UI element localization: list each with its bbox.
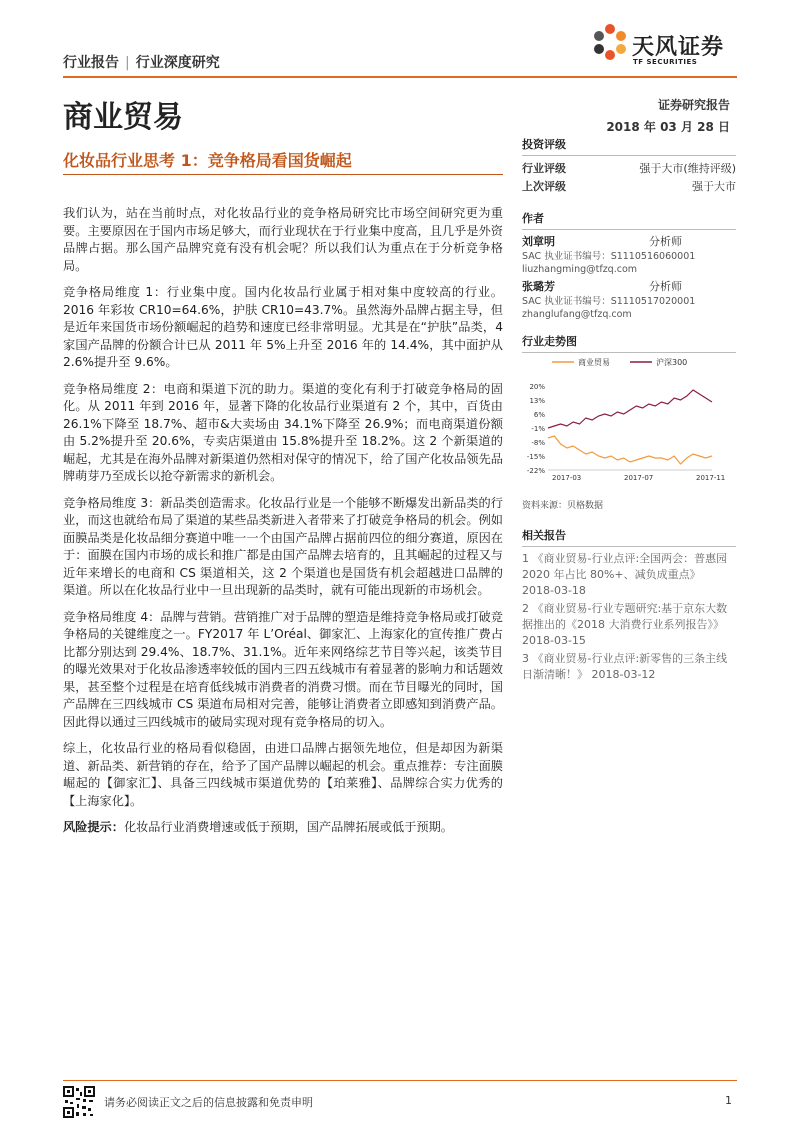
report-category bbox=[63, 52, 220, 72]
report-type: 证券研究报告 bbox=[657, 98, 730, 112]
y-tick-label: -15% bbox=[526, 453, 545, 461]
trend-heading: 行业走势图 bbox=[522, 333, 736, 353]
title-rule bbox=[63, 174, 503, 175]
author-email[interactable]: zhanglufang@tfzq.com bbox=[522, 309, 632, 320]
author-role: 分析师 bbox=[649, 280, 682, 293]
report-title: 化妆品行业思考 1：竞争格局看国货崛起 bbox=[63, 151, 352, 170]
risk-warning bbox=[63, 819, 503, 837]
x-tick-label: 2017-03 bbox=[552, 474, 582, 482]
body-paragraph: 竞争格局维度 4：品牌与营销。营销推广对于品牌的塑造是维持竞争格局或打破竞争格局的关键维度之一。FY2017 年 L’Oréal、御家汇、上海家化的宣传推广费占比都分别达到 29.4%、18.7%、31.1%。近年来网络综艺节目等兴起，该类节目的曝光效果对于化妆品渗透率较低的国内三四五线城市有着显著的影响力和话题效果，甚至整个过程是在培育低线城市消费者的消费习惯。而在节目曝光的同时，国产品牌在三四线城市 CS 渠道布局相对完善，能够让消费者立即感知到消费产品。因此得以通过三四线城市的破局实现对现有竞争格局的切入。 bbox=[63, 609, 503, 729]
related-report-link[interactable]: 2 《商业贸易-行业专题研究:基于京东大数据推出的《2018 大消费行业系列报告》》 2018-03-15 bbox=[522, 602, 728, 647]
author-name: 刘章明 bbox=[522, 235, 555, 248]
footer-rule bbox=[63, 1080, 737, 1081]
legend-label: 商业贸易 bbox=[578, 358, 610, 367]
rating-row bbox=[522, 178, 736, 196]
report-date: 2018 年 03 月 28 日 bbox=[606, 120, 730, 134]
body-paragraph: 我们认为，站在当前时点，对化妆品行业的竞争格局研究比市场空间研究更为重要。主要原因在于国内市场足够大，而行业现状在于行业集中度高，且几乎是外资品牌占据。那么国产品牌究竟有没有机会呢？所以我们认为重点在于分析竞争格局。 bbox=[63, 206, 503, 273]
x-tick-label: 2017-11 bbox=[696, 474, 726, 482]
rating-key: 上次评级 bbox=[522, 180, 566, 193]
body-paragraph: 综上，化妆品行业的格局看似稳固，由进口品牌占据领先地位，但是却因为新渠道、新品类、新营销的存在，给予了国产品牌以崛起的机会。重点推荐：专注面膜崛起的【御家汇】、具备三四线城市渠道优势的【珀莱雅】、品牌综合实力优秀的【上海家化】。 bbox=[63, 741, 503, 808]
page-number: 1 bbox=[725, 1094, 732, 1107]
body-paragraph: 竞争格局维度 2：电商和渠道下沉的助力。渠道的变化有利于打破竞争格局的固化。从 2011 年到 2016 年，显著下降的化妆品行业渠道有 2 个，其中，百货由 26.1%下降至 18.7%、超市&大卖场由 34.1%下降至 26.9%；而电商渠道份额由 5.2%提升至 20.6%，专卖店渠道由 15.8%提升至 18.2%。这 2 个新渠道的崛起，尤其是在海外品牌对新渠道仍然相对保守的情况下，给了国产化妆品领先品牌萌芽乃至成长以抢夺新需求的新机会。 bbox=[63, 381, 503, 483]
header-separator: | bbox=[125, 55, 130, 71]
author-name: 张璐芳 bbox=[522, 280, 555, 293]
author-block bbox=[522, 234, 736, 276]
logo-name-cn: 天风证券 bbox=[632, 35, 725, 60]
sidebar bbox=[522, 136, 736, 357]
author-license: SAC 执业证书编号：S1110516060001 bbox=[522, 251, 696, 262]
subcategory-label: 行业深度研究 bbox=[135, 55, 220, 71]
related-reports bbox=[522, 527, 736, 685]
report-body bbox=[63, 205, 503, 846]
chart-source: 资料来源：贝格数据 bbox=[522, 501, 604, 511]
qr-code-icon bbox=[63, 1086, 95, 1118]
author-license: SAC 执业证书编号：S1110517020001 bbox=[522, 296, 696, 307]
industry-trend-chart bbox=[522, 348, 736, 488]
series-line bbox=[548, 436, 712, 464]
related-heading: 相关报告 bbox=[522, 527, 736, 547]
body-paragraph: 竞争格局维度 1：行业集中度。国内化妆品行业属于相对集中度较高的行业。2016 年彩妆 CR10=64.6%，护肤 CR10=43.7%。虽然海外品牌占据主导，但是近年来国货市场份额崛起的趋势和速度已经非常明显。尤其是在“护肤”品类，4 家国产品牌的份额合计已从 2011 年 5%上升至 2016 年的 14.4%，其中面护从 2.6%提升至 9.6%。 bbox=[63, 285, 503, 369]
legend-label: 沪深300 bbox=[656, 358, 688, 367]
authors-heading: 作者 bbox=[522, 210, 736, 230]
y-tick-label: -8% bbox=[531, 439, 545, 447]
header-rule bbox=[63, 76, 737, 78]
author-role: 分析师 bbox=[649, 235, 682, 248]
rating-key: 行业评级 bbox=[522, 162, 566, 175]
y-tick-label: 13% bbox=[529, 397, 545, 405]
y-tick-label: -22% bbox=[526, 467, 545, 475]
footer-disclaimer: 请务必阅读正文之后的信息披露和免责申明 bbox=[104, 1096, 313, 1109]
sector-title: 商业贸易 bbox=[63, 100, 183, 135]
author-email[interactable]: liuzhangming@tfzq.com bbox=[522, 264, 638, 275]
rating-value: 强于大市 bbox=[692, 180, 736, 193]
author-block bbox=[522, 279, 736, 321]
y-tick-label: 6% bbox=[533, 411, 545, 419]
related-report-link[interactable]: 3 《商业贸易-行业点评:新零售的三条主线日渐清晰！》 2018-03-12 bbox=[522, 652, 728, 681]
series-line bbox=[548, 390, 712, 428]
logo-name-en: TF SECURITIES bbox=[633, 58, 698, 66]
category-label: 行业报告 bbox=[63, 55, 119, 71]
y-tick-label: -1% bbox=[531, 425, 545, 433]
rating-row bbox=[522, 160, 736, 178]
risk-label: 风险提示： bbox=[63, 820, 124, 834]
rating-value: 强于大市(维持评级) bbox=[639, 162, 736, 175]
risk-text: 化妆品行业消费增速或低于预期，国产品牌拓展或低于预期。 bbox=[123, 820, 453, 834]
x-tick-label: 2017-07 bbox=[624, 474, 654, 482]
body-paragraph: 竞争格局维度 3：新品类创造需求。化妆品行业是一个能够不断爆发出新品类的行业，而这也就给布局了渠道的某些品类新进入者带来了打破竞争格局的机会。例如面膜品类是化妆品细分赛道中唯一一个由国产品牌占据前四位的细分赛道，原因在于：面膜在国内市场的成长和推广都是由国产品牌去培育的，且其崛起的过程又与近年来增长的电商和 CS 渠道相关，这 2 个渠道也是国货有机会超越进口品牌的渠道。所以在化妆品行业中一旦出现新的品类时，就有可能出现新的市场机会。 bbox=[63, 495, 503, 597]
y-tick-label: 20% bbox=[529, 383, 545, 391]
rating-heading: 投资评级 bbox=[522, 136, 736, 156]
related-report-link[interactable]: 1 《商业贸易-行业点评:全国两会：普惠园 2020 年占比 80%+、减负成重点》 2018-03-18 bbox=[522, 552, 728, 597]
